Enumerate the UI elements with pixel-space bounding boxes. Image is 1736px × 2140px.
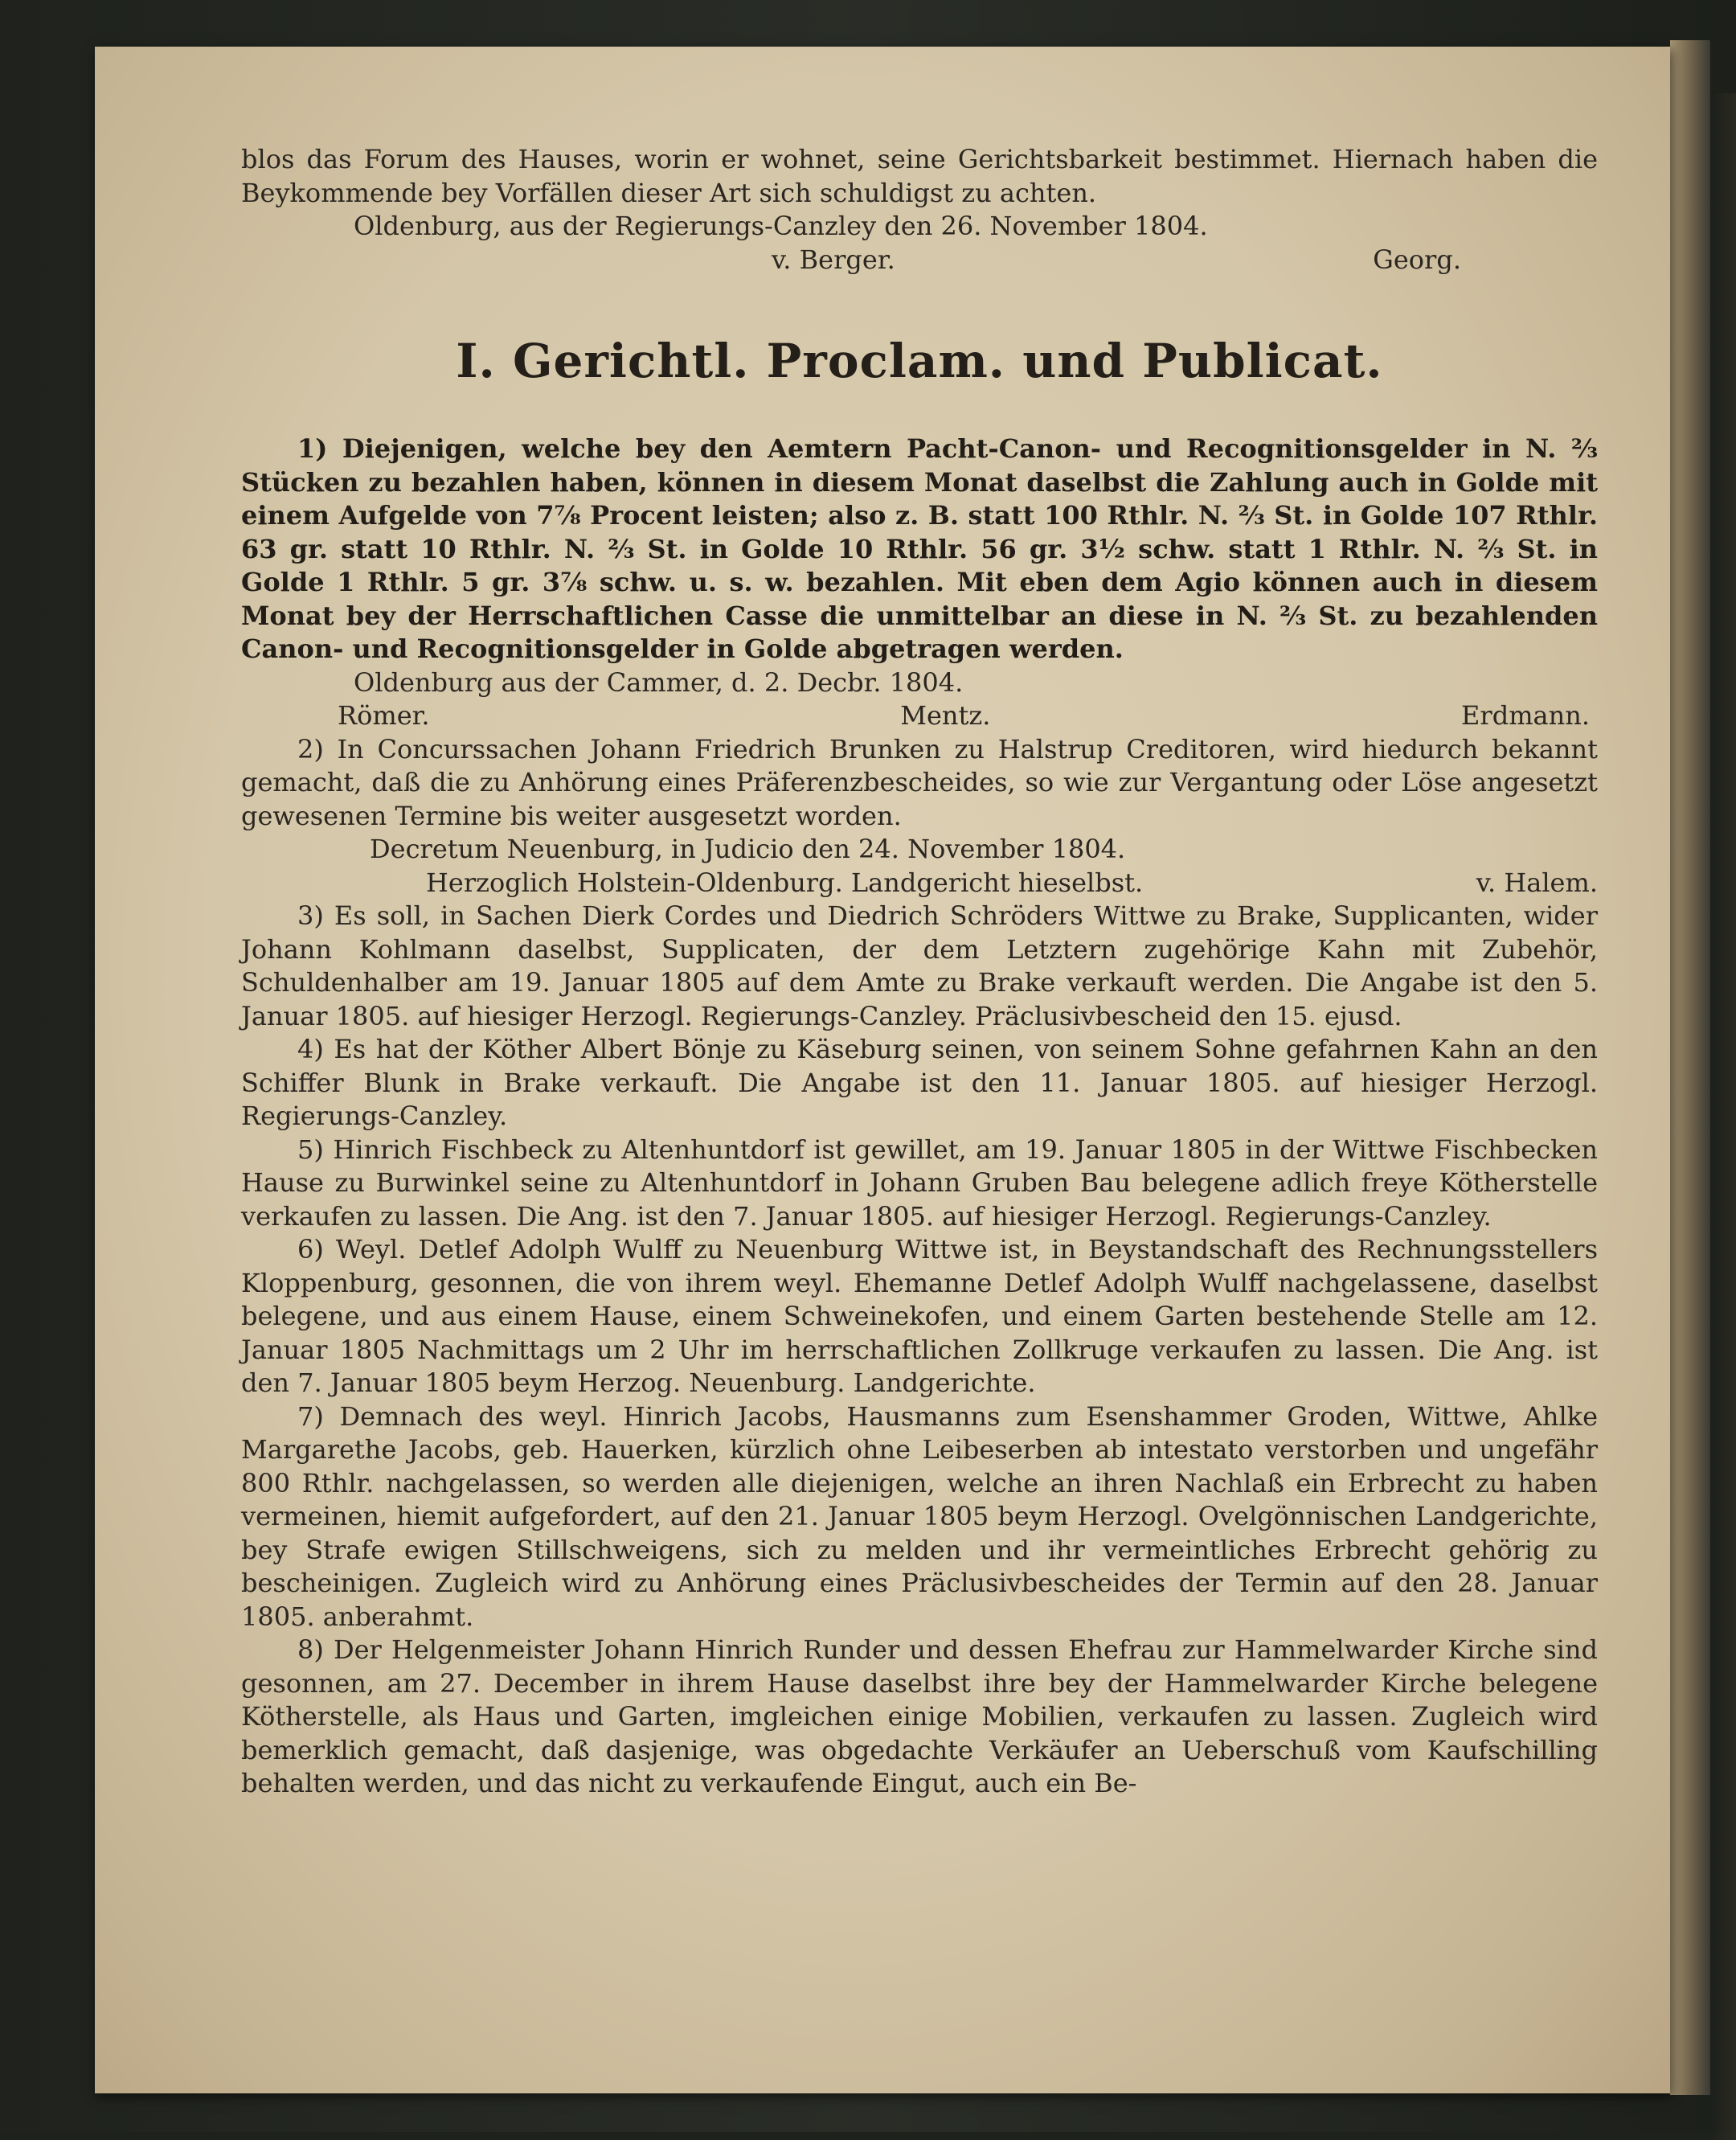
intro-paragraph: blos das Forum des Hauses, worin er wohnet, seine Gerichtsbarkeit bestimmet. Hiernach haben die Beykommende bey Vorfällen dieser Art sich schuldigst zu achten. [241, 144, 1598, 208]
page-edge [1670, 40, 1710, 2095]
signer-roemer: Römer. [338, 700, 430, 731]
intro-place-date: Oldenburg, aus der Regierungs-Canzley den 26. November 1804. [354, 211, 1208, 241]
notice-1: 1) Diejenigen, welche bey den Aemtern Pacht-Canon- und Recognitionsgelder in N. ⅔ Stücken zu bezahlen haben, können in diesem Monat daselbst die Zahlung auch in Golde mit einem Aufgelde von 7⅞ Procent leisten; also z. B. statt 100 Rthlr. N. ⅔ St. in Golde 107 Rthlr. 63 gr. statt 10 Rthlr. N. ⅔ St. in Golde 10 Rthlr. 56 gr. 3½ schw. statt 1 Rthlr. N. ⅔ St. in Golde 1 Rthlr. 5 gr. 3⅞ schw. u. s. w. bezahlen. Mit eben dem Agio können auch in diesem Monat bey der Herrschaftlichen Casse die unmittelbar an diese in N. ⅔ St. zu bezahlenden Canon- und Recognitionsgelder in Golde abgetragen werden. [241, 433, 1598, 664]
intro-signers [241, 244, 1598, 277]
notice-2: 2) In Concurssachen Johann Friedrich Brunken zu Halstrup Creditoren, wird hiedurch bekannt gemacht, daß die zu Anhörung eines Präferenzbescheides, so wie zur Vergantung oder Löse angesetzt gewesenen Termine bis weiter ausgesetzt worden. [241, 733, 1598, 831]
notice-1-date: Oldenburg aus der Cammer, d. 2. Decbr. 1804. [354, 666, 964, 698]
notice-5: 5) Hinrich Fischbeck zu Altenhuntdorf ist gewillet, am 19. Januar 1805 in der Wittwe Fischbecken Hause zu Burwinkel seine zu Altenhuntdorf in Johann Gruben Bau belegene adlich freye Kötherstelle verkaufen zu lassen. Die Ang. ist den 7. Januar 1805. auf hiesiger Herzogl. Regierungs-Canzley. [241, 1134, 1598, 1232]
notice-8: 8) Der Helgenmeister Johann Hinrich Runder und dessen Ehefrau zur Hammelwarder Kirche sind gesonnen, am 27. December in ihrem Hause daselbst ihre bey der Hammelwarder Kirche belegene Kötherstelle, als Haus und Garten, imgleichen einige Mobilien, verkaufen zu lassen. Zugleich wird bemerklich gemacht, daß dasjenige, was obgedachte Verkäufer an Ueberschuß vom Kaufschilling behalten werden, und das nicht zu verkaufende Eingut, auch ein Be- [241, 1634, 1598, 1798]
notice-7: 7) Demnach des weyl. Hinrich Jacobs, Hausmanns zum Esenshammer Groden, Wittwe, Ahlke Margarethe Jacobs, geb. Hauerken, kürzlich ohne Leibeserben ab intestato verstorben und ungefähr 800 Rthlr. nachgelassen, so werden alle diejenigen, welche an ihren Nachlaß ein Erbrecht zu haben vermeinen, hiemit aufgefordert, auf den 21. Januar 1805 beym Herzogl. Ovelgönnischen Landgerichte, bey Strafe ewigen Stillschweigens, sich zu melden und ihr vermeintliches Erbrecht gehörig zu bescheinigen. Zugleich wird zu Anhörung eines Präclusivbescheides der Termin auf den 28. Januar 1805. anberahmt. [241, 1400, 1598, 1632]
signer-halem: v. Halem. [1476, 867, 1598, 898]
signer-georg: Georg. [1373, 244, 1461, 275]
signer-erdmann: Erdmann. [1461, 700, 1590, 731]
notice-6: 6) Weyl. Detlef Adolph Wulff zu Neuenburg Wittwe ist, in Beystandschaft des Rechnungsstellers Kloppenburg, gesonnen, die von ihrem weyl. Ehemanne Detlef Adolph Wulff nachgelassene, daselbst belegene, und aus einem Hause, einem Schweinekofen, und einem Garten bestehende Stelle am 12. Januar 1805 Nachmittags um 2 Uhr im herrschaftlichen Zollkruge verkaufen zu lassen. Die Ang. ist den 7. Januar 1805 beym Herzog. Neuenburg. Landgerichte. [241, 1234, 1598, 1398]
page-text [241, 143, 1598, 1801]
notice-2-court: Herzoglich Holstein-Oldenburg. Landgericht hieselbst. [426, 867, 1144, 898]
notice-4: 4) Es hat der Köther Albert Bönje zu Käseburg seinen, von seinem Sohne gefahrnen Kahn an den Schiffer Blunk in Brake verkauft. Die Angabe ist den 11. Januar 1805. auf hiesiger Herzogl. Regierungs-Canzley. [241, 1034, 1598, 1131]
section-heading: I. Gerichtl. Proclam. und Publicat. [456, 334, 1383, 388]
notice-2-court-row [241, 867, 1598, 900]
notice-2-date: Decretum Neuenburg, in Judicio den 24. November 1804. [370, 834, 1126, 864]
spine-shadow [1710, 93, 1736, 2140]
signer-mentz: Mentz. [900, 700, 991, 731]
notice-3: 3) Es soll, in Sachen Dierk Cordes und Diedrich Schröders Wittwe zu Brake, Supplicanten, wider Johann Kohlmann daselbst, Supplicaten, der dem Letztern zugehörige Kahn mit Zubehör, Schuldenhalber am 19. Januar 1805 auf dem Amte zu Brake verkauft werden. Die Angabe ist den 5. Januar 1805. auf hiesiger Herzogl. Regierungs-Canzley. Präclusivbescheid den 15. ejusd. [241, 900, 1598, 1031]
notice-1-signers [241, 699, 1598, 733]
signer-berger: v. Berger. [772, 244, 895, 275]
